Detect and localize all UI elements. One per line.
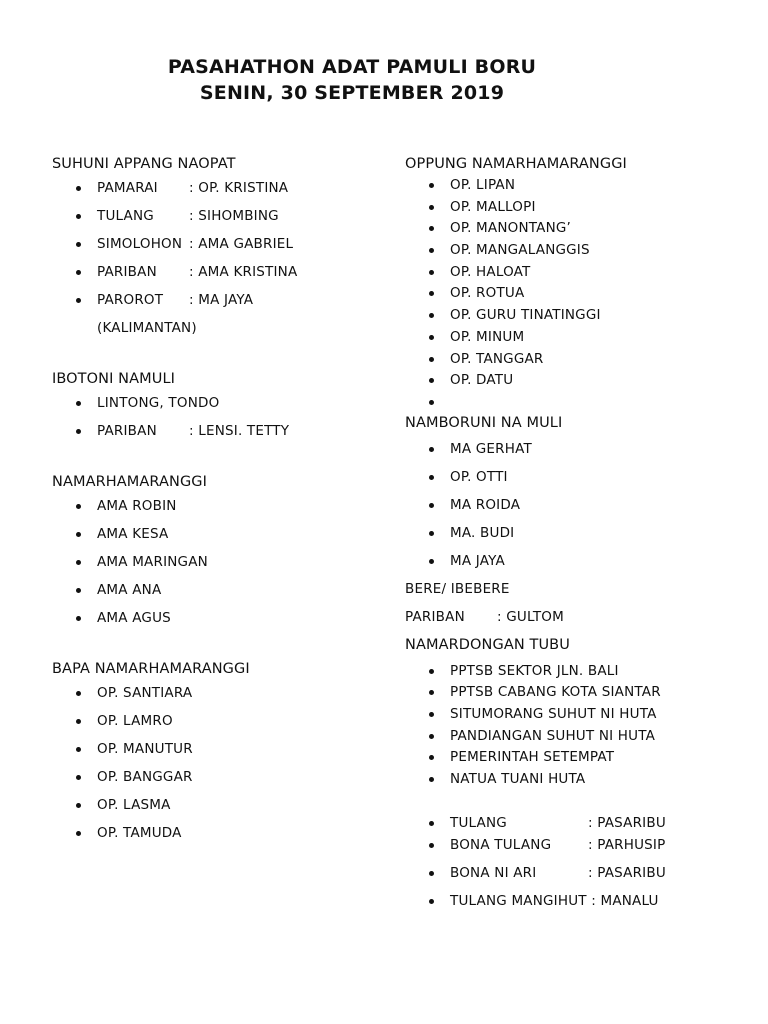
- list-item: OP. MINUM: [405, 327, 735, 349]
- section-namarhamaranggi: [52, 472, 382, 636]
- list-item: OP. DATU: [405, 370, 735, 392]
- pariban-line: [405, 607, 735, 635]
- list-item: OP. MANUTUR: [52, 739, 382, 767]
- list-item-continuation: (KALIMANTAN): [97, 320, 197, 336]
- tulang-list: [405, 813, 735, 919]
- section-heading: SUHUNI APPANG NAOPAT: [52, 156, 236, 172]
- list-item: PARIBAN : AMA KRISTINA: [52, 262, 382, 290]
- list-item: PAMARAI : OP. KRISTINA: [52, 178, 382, 206]
- list-item: AMA KESA: [52, 524, 382, 552]
- section-heading: IBOTONI NAMULI: [52, 371, 176, 387]
- list-item: OP. MANGALANGGIS: [405, 240, 735, 262]
- oppung-list: [405, 175, 735, 414]
- list-item: OP. BANGGAR: [52, 767, 382, 795]
- list-item: OP. MALLOPI: [405, 197, 735, 219]
- list-item: PPTSB CABANG KOTA SIANTAR: [405, 682, 735, 704]
- section-heading: BAPA NAMARHAMARANGGI: [52, 661, 250, 677]
- section-namardongan-tubu: [405, 635, 735, 791]
- list-item: SIMOLOHON : AMA GABRIEL: [52, 234, 382, 262]
- list-item: TULANG : SIHOMBING: [52, 206, 382, 234]
- document-date: SENIN, 30 SEPTEMBER 2019: [199, 82, 505, 104]
- list-item: MA GERHAT: [405, 439, 735, 467]
- list-item: PANDIANGAN SUHUT NI HUTA: [405, 726, 735, 748]
- list-item: OP. GURU TINATINGGI: [405, 305, 735, 327]
- list-item: TULANG MANGIHUT : MANALU: [405, 891, 735, 919]
- list-item: AMA ANA: [52, 580, 382, 608]
- list-item: MA JAYA: [405, 551, 735, 579]
- list-item: MA ROIDA: [405, 495, 735, 523]
- section-heading: NAMARHAMARANGGI: [52, 474, 208, 490]
- list-item: OP. OTTI: [405, 467, 735, 495]
- list-item: OP. SANTIARA: [52, 683, 382, 711]
- left-column: [52, 154, 382, 851]
- list-item-empty: [405, 392, 735, 414]
- list-item: NATUA TUANI HUTA: [405, 769, 735, 791]
- section-heading: NAMARDONGAN TUBU: [405, 636, 570, 653]
- list-item: OP. TANGGAR: [405, 349, 735, 371]
- section-bapa-namarhamaranggi: [52, 659, 382, 851]
- list-item: OP. LIPAN: [405, 175, 735, 197]
- list-item: OP. TAMUDA: [52, 823, 382, 851]
- namboruni-list: [405, 439, 735, 579]
- list-item: OP. LAMRO: [52, 711, 382, 739]
- list-item: TULANG : PASARIBU: [405, 813, 735, 835]
- section-suhuni-appang-naopat: [52, 154, 382, 346]
- section-heading: OPPUNG NAMARHAMARANGGI: [405, 156, 627, 172]
- bere-line: BERE/ IBEBERE: [405, 580, 510, 597]
- pariban-value: : GULTOM: [497, 608, 564, 625]
- list-item: AMA AGUS: [52, 608, 382, 636]
- list-item: AMA MARINGAN: [52, 552, 382, 580]
- section-tulang: [405, 813, 735, 919]
- pariban-label: PARIBAN: [405, 608, 465, 625]
- list-item: OP. MANONTANG’: [405, 218, 735, 240]
- document-title: PASAHATHON ADAT PAMULI BORU: [167, 56, 537, 78]
- list-item: AMA ROBIN: [52, 496, 382, 524]
- namardongan-list: [405, 661, 735, 791]
- list-item: OP. HALOAT: [405, 262, 735, 284]
- list-item: PPTSB SEKTOR JLN. BALI: [405, 661, 735, 683]
- section-ibotoni-namuli: [52, 369, 382, 449]
- list-item: BONA NI ARI : PASARIBU: [405, 863, 735, 891]
- bapa-list: [52, 683, 382, 851]
- list-item: OP. LASMA: [52, 795, 382, 823]
- ibotoni-list: [52, 393, 382, 449]
- section-heading: NAMBORUNI NA MULI: [405, 414, 563, 431]
- section-oppung-namarhamaranggi: [405, 154, 735, 414]
- list-item: OP. ROTUA: [405, 283, 735, 305]
- right-column: [405, 154, 735, 919]
- list-item: PEMERINTAH SETEMPAT: [405, 747, 735, 769]
- list-item: MA. BUDI: [405, 523, 735, 551]
- suhuni-list: [52, 178, 382, 318]
- section-namboruni-na-muli: [405, 413, 735, 579]
- list-item: SITUMORANG SUHUT NI HUTA: [405, 704, 735, 726]
- namarhamaranggi-list: [52, 496, 382, 636]
- list-item: LINTONG, TONDO: [52, 393, 382, 421]
- list-item: PAROROT : MA JAYA: [52, 290, 382, 318]
- list-item: BONA TULANG : PARHUSIP: [405, 835, 735, 863]
- list-item: PARIBAN : LENSI. TETTY: [52, 421, 382, 449]
